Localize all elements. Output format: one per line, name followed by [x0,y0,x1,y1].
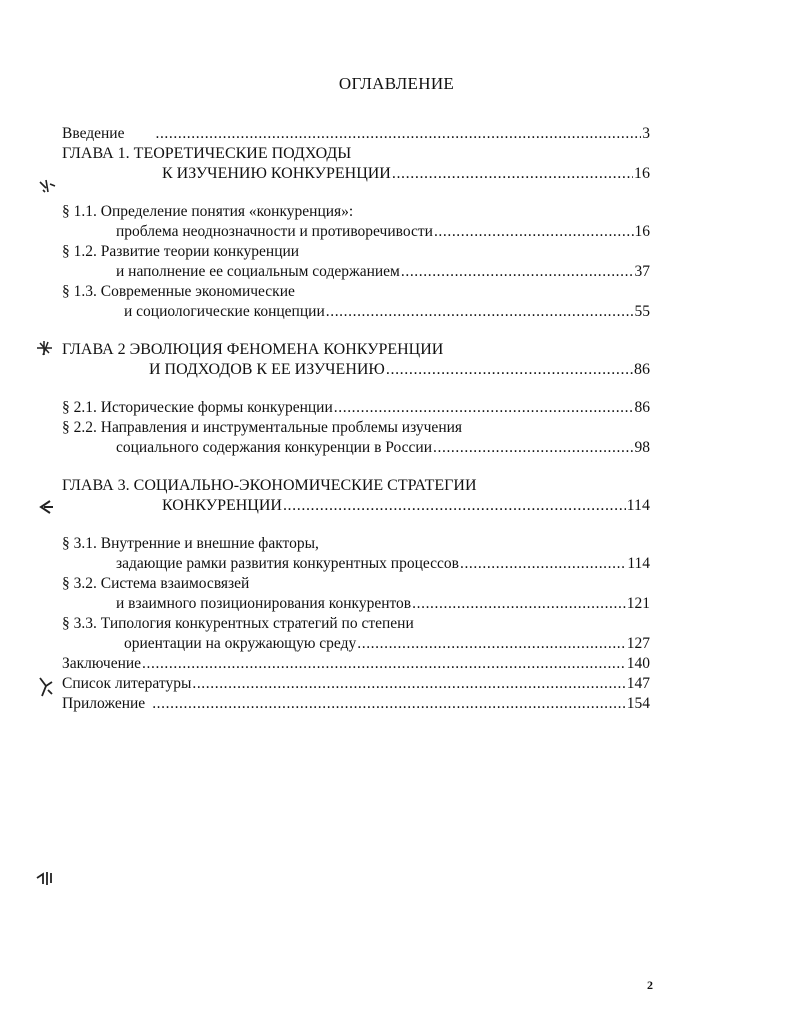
toc-section-3-1[interactable] [62,554,650,574]
table-of-contents [62,124,650,714]
leader-dots [334,398,634,418]
toc-section-3-3-title [62,614,650,634]
toc-chapter-1-title [62,144,650,164]
toc-entry-appendix[interactable] [62,694,650,714]
toc-entry-label: § 2.1. Исторические формы конкуренции [62,399,333,416]
toc-page-number: 16 [634,223,650,240]
toc-entry-label: и наполнение ее социальным содержанием [116,263,400,280]
leader-dots [433,438,633,458]
toc-entry-label: КОНКУРЕНЦИИ [162,497,282,514]
leader-dots [155,124,641,144]
toc-entry-label: И ПОДХОДОВ К ЕЕ ИЗУЧЕНИЮ [149,361,385,378]
toc-section-1-3-title [62,282,650,302]
toc-chapter-1[interactable] [62,164,650,184]
leader-dots [283,496,626,516]
toc-entry-label: К ИЗУЧЕНИЮ КОНКУРЕНЦИИ [162,165,391,182]
spacer [62,322,650,340]
toc-entry-label: § 3.3. Типология конкурентных стратегий по степени [62,615,414,632]
toc-section-3-2-title [62,574,650,594]
toc-section-3-1-title [62,534,650,554]
toc-entry-label: ориентации на окружающую среду [124,635,357,652]
toc-entry-label: § 3.2. Система взаимосвязей [62,575,250,592]
leader-dots [142,654,626,674]
toc-entry-label: § 1.1. Определение понятия «конкуренция»: [62,203,354,220]
spacer [62,516,650,534]
leader-dots [460,554,626,574]
toc-entry-label: социального содержания конкуренции в России [116,439,433,456]
toc-page-number: 98 [634,439,650,456]
scan-mark-icon [34,338,56,358]
leader-dots [152,694,626,714]
leader-dots [392,164,633,184]
leader-dots [401,262,634,282]
toc-chapter-2[interactable] [62,360,650,380]
toc-page-number: 86 [634,361,650,378]
toc-section-1-2[interactable] [62,262,650,282]
toc-entry-label: § 3.1. Внутренние и внешние факторы, [62,535,319,552]
toc-section-1-1[interactable] [62,222,650,242]
spacer [62,184,650,202]
toc-entry-label: ГЛАВА 3. СОЦИАЛЬНО-ЭКОНОМИЧЕСКИЕ СТРАТЕГИИ [62,477,477,494]
toc-page-number: 114 [627,555,650,572]
spacer [62,380,650,398]
toc-page-number: 3 [642,125,650,142]
toc-entry-label: проблема неоднозначности и противоречивости [116,223,433,240]
toc-entry-label: Введение [62,125,125,142]
toc-entry-conclusion[interactable] [62,654,650,674]
toc-entry-label: Приложение [62,695,146,712]
toc-section-2-1[interactable] [62,398,650,418]
sheet-number: 2 [647,978,653,992]
scan-mark-icon [36,498,58,516]
toc-entry-label: ГЛАВА 2 ЭВОЛЮЦИЯ ФЕНОМЕНА КОНКУРЕНЦИИ [62,341,444,358]
toc-section-1-2-title [62,242,650,262]
leader-dots [326,302,634,322]
toc-page-number: 37 [634,263,650,280]
leader-dots [192,674,625,694]
toc-entry-label: и социологические концепции [124,303,325,320]
toc-entry-bibliography[interactable] [62,674,650,694]
toc-section-2-2-title [62,418,650,438]
toc-page-number: 114 [626,497,650,514]
toc-chapter-3[interactable] [62,496,650,516]
toc-section-3-2[interactable] [62,594,650,614]
toc-page-number: 121 [626,595,650,612]
toc-entry-label: § 1.3. Современные экономические [62,283,295,300]
page-title: ОГЛАВЛЕНИЕ [338,74,455,93]
toc-page-number: 55 [634,303,650,320]
toc-page-number: 147 [626,675,650,692]
toc-entry-label: § 1.2. Развитие теории конкуренции [62,243,300,260]
toc-section-3-3[interactable] [62,634,650,654]
toc-entry-label: Список литературы [62,675,192,692]
scan-mark-icon [36,674,56,700]
leader-dots [386,360,633,380]
toc-section-2-2[interactable] [62,438,650,458]
toc-section-1-1-title [62,202,650,222]
toc-entry-label: ГЛАВА 1. ТЕОРЕТИЧЕСКИЕ ПОДХОДЫ [62,145,352,162]
toc-section-1-3[interactable] [62,302,650,322]
toc-page-number: 154 [626,695,650,712]
scan-mark-icon [34,868,56,888]
leader-dots [357,634,626,654]
toc-page-number: 127 [626,635,650,652]
toc-chapter-3-title [62,476,650,496]
toc-entry-intro[interactable] [62,124,650,144]
toc-page-number: 86 [634,399,650,416]
toc-entry-label: и взаимного позиционирования конкурентов [116,595,412,612]
toc-entry-label: задающие рамки развития конкурентных процессов [116,555,459,572]
leader-dots [434,222,634,242]
toc-entry-label: § 2.2. Направления и инструментальные проблемы изучения [62,419,463,436]
spacer [62,458,650,476]
scan-mark-icon [36,176,58,196]
leader-dots [412,594,626,614]
toc-entry-label: Заключение [62,655,142,672]
toc-chapter-2-title [62,340,650,360]
toc-page-number: 140 [626,655,650,672]
toc-page-number: 16 [634,165,650,182]
